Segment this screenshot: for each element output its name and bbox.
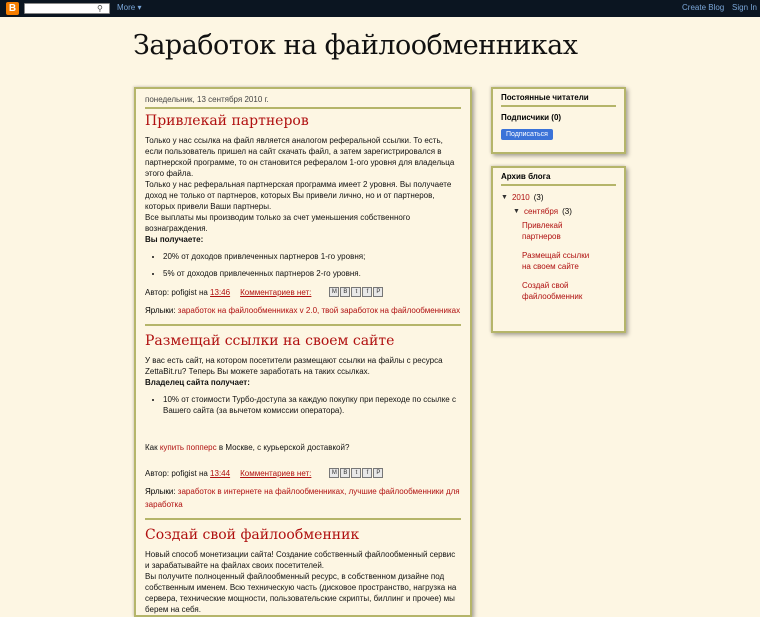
archive-month[interactable] <box>501 206 616 217</box>
post-paragraph: Новый способ монетизации сайта! Создание собственный файлообменный сервис и зарабатывайте на файлах своих посетителей. <box>145 550 456 570</box>
followers-widget <box>491 87 626 154</box>
post-time-link[interactable]: 13:44 <box>210 468 231 478</box>
share-buttons <box>329 287 383 297</box>
expand-triangle-icon[interactable]: ▼ <box>513 208 520 215</box>
labels-prefix: Ярлыки: <box>145 487 176 496</box>
sign-in-link[interactable]: Sign In <box>732 3 757 12</box>
post-labels <box>145 304 461 317</box>
archive-year[interactable] <box>501 192 616 203</box>
email-icon[interactable]: M <box>329 287 339 297</box>
followers-title: Постоянные читатели <box>501 93 616 107</box>
post-paragraph: У вас есть сайт, на котором посетители размещают ссылки на файлы с ресурса ZettaBit.ru? Теперь Вы можете заработать на таких ссылках. <box>145 356 443 376</box>
more-menu-button[interactable]: More ▾ <box>117 3 142 12</box>
post-time-link[interactable]: 13:46 <box>210 287 231 297</box>
main-column <box>134 87 472 617</box>
twitter-icon[interactable]: t <box>351 287 361 297</box>
archive-year-link[interactable]: 2010 <box>511 193 530 202</box>
post-title[interactable]: Размещай ссылки на своем сайте <box>145 333 395 349</box>
navbar <box>0 0 760 17</box>
share-buttons <box>329 468 383 478</box>
post-body <box>145 355 461 453</box>
labels-prefix: Ярлыки: <box>145 306 176 315</box>
archive-post-link[interactable]: Размещай ссылки на своем сайте <box>522 251 590 271</box>
post-title[interactable]: Создай свой файлообменник <box>145 527 360 543</box>
email-icon[interactable]: M <box>329 468 339 478</box>
author-prefix: Автор: <box>145 287 170 297</box>
post-footer <box>145 287 461 297</box>
post-paragraph: Только у нас реферальная партнерская программа имеет 2 уровня. Вы получаете доход не только от партнеров, которых Вы привели лично, но и от партнеров, которых привели Ваши партнеры. <box>145 180 452 211</box>
subscribe-button[interactable]: Подписаться <box>501 129 553 140</box>
at-word: на <box>198 468 208 478</box>
post-paragraph: Вы получите полноценный файлообменный ресурс, в собственном дизайне под собственным именем. Всю техническую часть (дисковое пространство, нагрузка на сервера, технические мощности, пользовательские скрипты, биллинг и прочее) мы берем на себя. <box>145 572 457 614</box>
list-item: • 10% от стоимости Турбо-доступа за каждую покупку при переходе по ссылке с Вашего сайта (за вычетом комиссии оператора). <box>163 394 461 416</box>
blog-title[interactable]: Заработок на файлообменниках <box>133 30 578 61</box>
blogthis-icon[interactable]: B <box>340 468 350 478</box>
post-title[interactable]: Привлекай партнеров <box>145 107 461 129</box>
pinterest-icon[interactable]: P <box>373 468 383 478</box>
expand-triangle-icon[interactable]: ▼ <box>501 194 508 201</box>
comments-link[interactable]: Комментариев нет: <box>240 287 312 297</box>
search-icon[interactable]: ⚲ <box>97 4 103 13</box>
post-subheading: Вы получаете: <box>145 235 204 244</box>
author-name: pofigist <box>171 468 197 478</box>
label-link[interactable]: заработок в интернете на файлообменниках, лучшие файлообменники для заработка <box>145 487 460 509</box>
post-labels <box>145 485 461 511</box>
post-subheading: Владелец сайта получает: <box>145 378 250 387</box>
archive-post-list <box>501 220 616 302</box>
archive-year-count: (3) <box>533 193 544 202</box>
archive-month-count: (3) <box>562 207 572 216</box>
author-name: pofigist <box>171 287 197 297</box>
archive-post-link[interactable]: Создай свой файлообменник <box>522 281 583 301</box>
blogthis-icon[interactable]: B <box>340 287 350 297</box>
post-ad-line: Как купить попперс в Москве, с курьерской доставкой? <box>145 443 350 452</box>
archive-month-link[interactable]: сентября <box>523 207 559 216</box>
archive-title: Архив блога <box>501 172 616 186</box>
create-blog-link[interactable]: Create Blog <box>682 3 725 12</box>
archive-widget <box>491 166 626 333</box>
benefit-list <box>145 251 461 279</box>
post-paragraph: Только у нас ссылка на файл является аналогом реферальной ссылки. То есть, если пользователь пришел на сайт скачать файл, а затем зарегистрировался в партнерской программе, то он становится рефералом 1-ого уровня для владельца этого файла. <box>145 136 455 178</box>
post-body <box>145 549 461 615</box>
search-input[interactable] <box>24 3 110 14</box>
pinterest-icon[interactable]: P <box>373 287 383 297</box>
archive-tree <box>501 192 616 302</box>
label-link[interactable]: заработок на файлообменниках v 2.0, твой заработок на файлообменниках <box>177 306 461 315</box>
benefit-list <box>145 394 461 416</box>
ad-link[interactable]: купить попперс <box>159 443 217 452</box>
author-prefix: Автор: <box>145 468 170 478</box>
comments-link[interactable]: Комментариев нет: <box>240 468 312 478</box>
post-date: понедельник, 13 сентября 2010 г. <box>145 95 269 104</box>
facebook-icon[interactable]: f <box>362 468 372 478</box>
blogger-logo-icon[interactable]: B <box>6 2 19 15</box>
facebook-icon[interactable]: f <box>362 287 372 297</box>
list-item: • 5% от доходов привлеченных партнеров 2-го уровня. <box>163 268 461 279</box>
archive-post-link[interactable]: Привлекай партнеров <box>522 221 563 241</box>
twitter-icon[interactable]: t <box>351 468 361 478</box>
post-paragraph: Все выплаты мы производим только за счет уменьшения собственного вознаграждения. <box>145 213 411 233</box>
at-word: на <box>198 287 208 297</box>
list-item: • 20% от доходов привлеченных партнеров 1-го уровня; <box>163 251 461 262</box>
post-body <box>145 135 461 279</box>
post-footer <box>145 468 461 478</box>
subscribers-count: Подписчики (0) <box>501 113 562 122</box>
